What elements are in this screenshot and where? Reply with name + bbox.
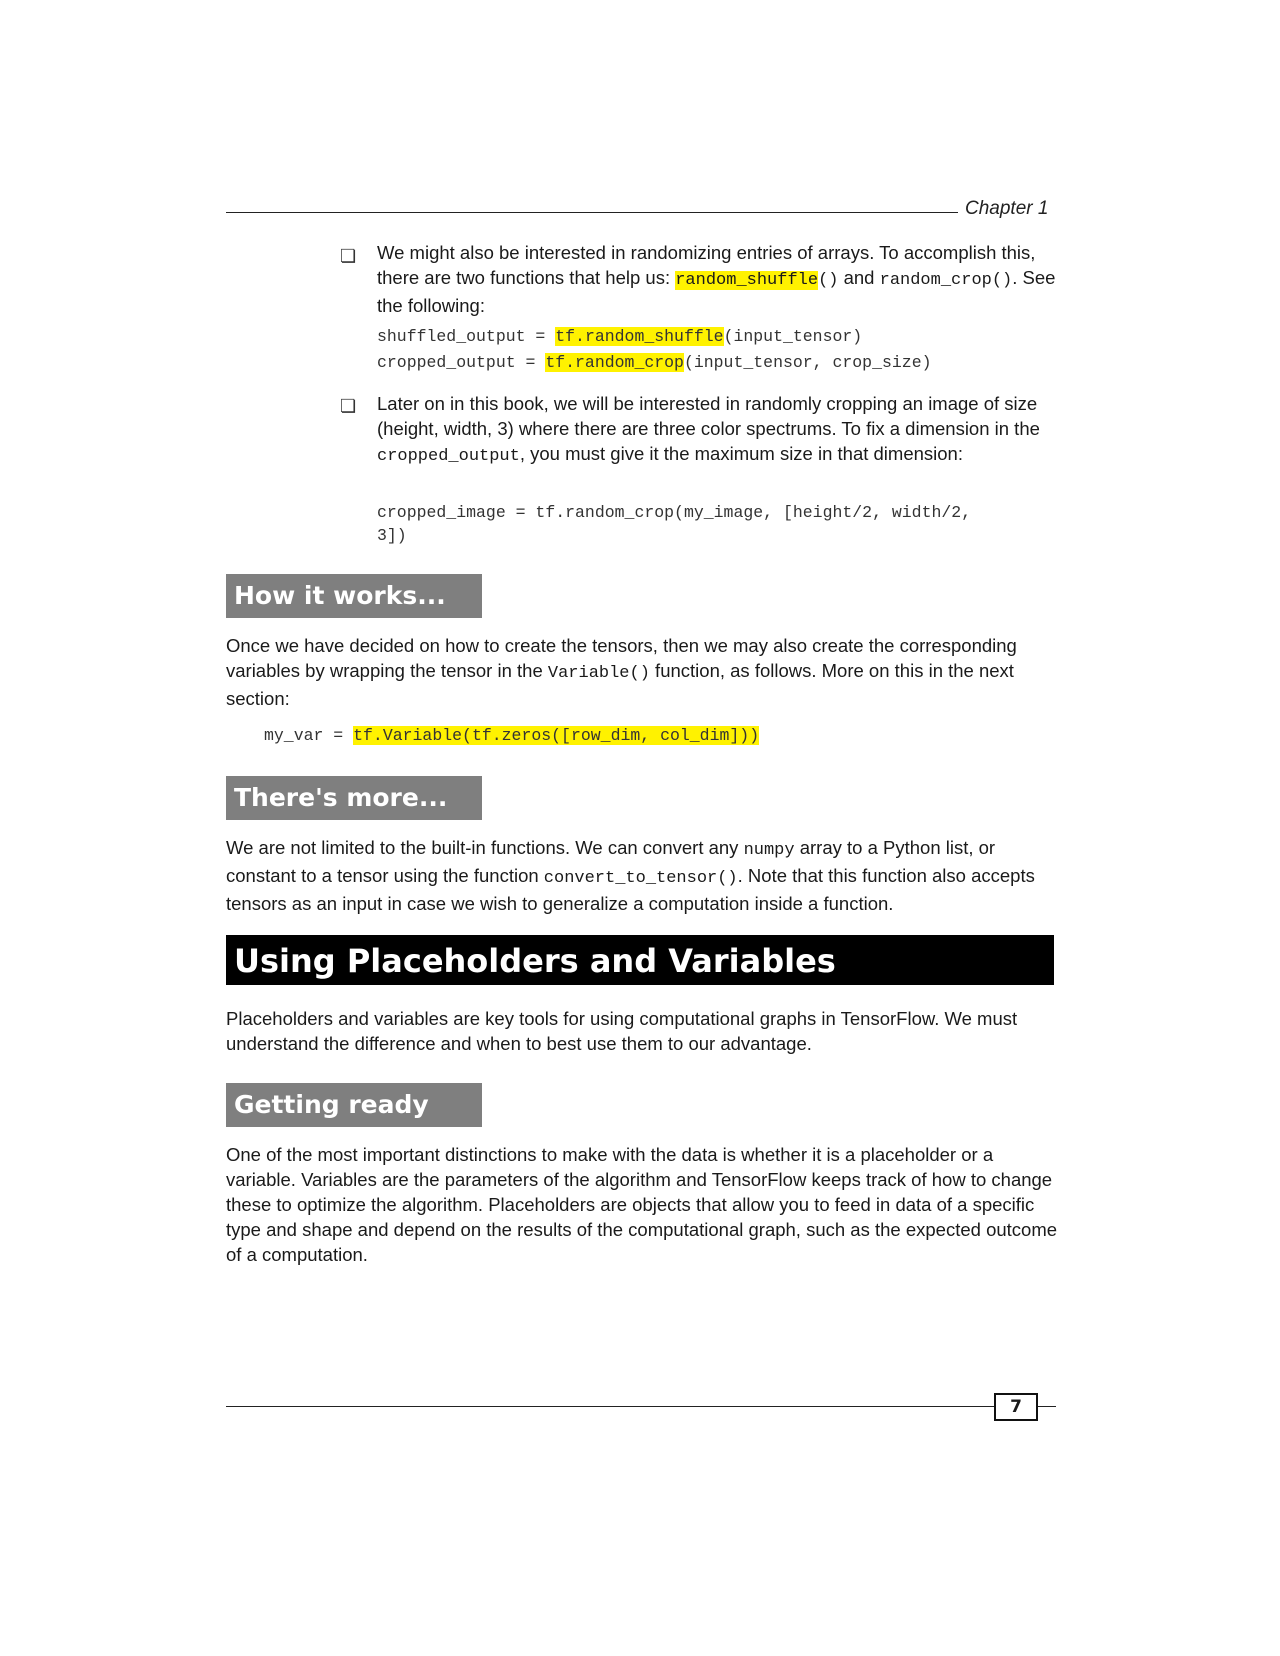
- page-number: 7: [994, 1393, 1038, 1421]
- inline-code: cropped_output: [377, 447, 520, 466]
- code-line: cropped_image = tf.random_crop(my_image, [height/2, width/2,: [377, 503, 972, 522]
- footer-rule: [226, 1406, 1056, 1407]
- code-line: 3]): [377, 526, 407, 545]
- code-line: shuffled_output = tf.random_shuffle(input_tensor): [377, 327, 863, 346]
- section-heading: Getting ready: [226, 1083, 482, 1127]
- header-rule: [226, 212, 958, 213]
- body-paragraph: One of the most important distinctions to make with the data is whether it is a placeholder or a variable. Variables are the parameters of the algorithm and TensorFlow keeps track of how to change these to optimize the algorithm. Placeholders are objects that allow you to feed in data of a specific type and shape and depend on the results of the computational graph, such as the expected outcome of a computation.: [226, 1144, 1058, 1265]
- bullet-paragraph: Later on in this book, we will be interested in randomly cropping an image of size (height, width, 3) where there are three color spectrums. To fix a dimension in the cropped_output, you must give it the maximum size in that dimension:: [377, 393, 1040, 466]
- chapter-label: Chapter 1: [965, 198, 1049, 219]
- bullet-icon: ❏: [340, 396, 357, 416]
- chapter-section-heading: Using Placeholders and Variables: [226, 935, 1054, 985]
- inline-code: convert_to_tensor(): [543, 869, 738, 888]
- inline-code: Variable(): [547, 664, 650, 683]
- code-line: cropped_output = tf.random_crop(input_tensor, crop_size): [377, 353, 932, 372]
- section-heading: How it works...: [226, 574, 482, 618]
- body-paragraph: Once we have decided on how to create the tensors, then we may also create the corresponding variables by wrapping the tensor in the Variable() function, as follows. More on this in the next section:: [226, 635, 1017, 709]
- inline-code: numpy: [743, 841, 795, 860]
- bullet-paragraph: We might also be interested in randomizing entries of arrays. To accomplish this, there are two functions that help us: random_shuffle() and random_crop(). See the following:: [377, 242, 1056, 316]
- section-heading: There's more...: [226, 776, 482, 820]
- code-line: my_var = tf.Variable(tf.zeros([row_dim, col_dim])): [264, 726, 760, 745]
- body-paragraph: We are not limited to the built-in functions. We can convert any numpy array to a Python list, or constant to a tensor using the function convert_to_tensor(). Note that this function also accepts tensors as an input in case we wish to generalize a computation inside a function.: [226, 837, 1035, 914]
- bullet-icon: ❏: [340, 246, 357, 266]
- inline-code: random_shuffle: [675, 271, 819, 290]
- body-paragraph: Placeholders and variables are key tools for using computational graphs in TensorFlow. We must understand the difference and when to best use them to our advantage.: [226, 1008, 1018, 1054]
- inline-code: random_crop(): [879, 271, 1013, 290]
